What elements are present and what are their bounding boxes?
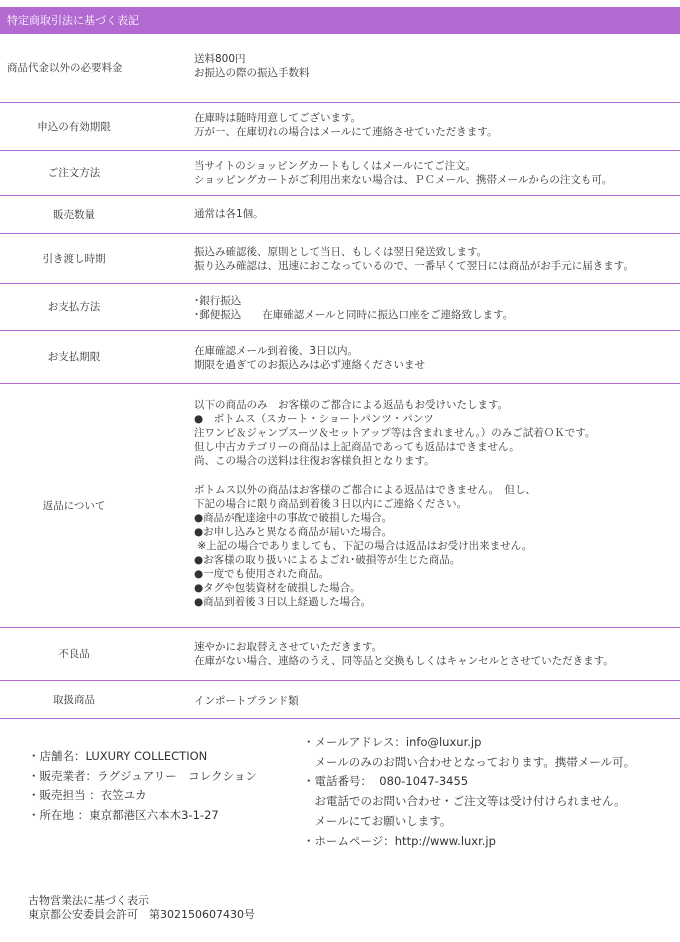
phone-note: お電話でのお問い合わせ・ご注文等は受け付けられません。 [303,794,626,809]
row-value [194,245,676,273]
phone-note-2: メールにてお願いします。 [303,813,452,828]
row-value-line: ※上記の場合でありましても、下記の場合は返品はお受け出来ません。 [194,540,533,552]
row-value-line: 下記の場合に限り商品到着後３日以内にご連絡ください。 [194,498,467,510]
row-value [194,398,676,609]
row-value [194,111,676,139]
row-value-line: ･銀行振込 [194,295,242,307]
shop-info-left [28,747,257,825]
row-value [194,294,676,322]
row-value-line: 在庫がない場合、連絡のうえ、同等品と交換もしくはキャンセルとさせていただきます。 [194,655,614,667]
shop-info-right [303,733,635,851]
row-value-line: 但し中古カテゴリーの商品は上記商品であっても返品はできません。 [194,441,520,453]
row-value-line: ●お客様の取り扱いによるよごれ･破損等が生じた商品。 [194,554,461,566]
row-value-line: 在庫確認メール到着後、3日以内。 [194,345,358,357]
row-value-line: ボトムス以外の商品はお客様のご都合による返品はできません。 但し、 [194,484,536,496]
row-value-line: 尚、この場合の送料は往復お客様負担となります。 [194,455,435,467]
row-value-line: お振込の際の振込手数料 [194,67,310,79]
address: ・所在地 ：東京都港区六本木3-1-27 [28,807,219,822]
row-value-line: 通常は各1個。 [194,208,264,220]
license-number: 東京都公安委員会許可 第302150607430号 [28,908,255,921]
row-value [194,159,676,187]
email-address: ・メールアドレス：info@luxur.jp [303,735,482,749]
row-sales-quantity [0,196,680,234]
row-value-line: ●お申し込みと異なる商品が届いた場合。 [194,526,393,538]
phone-number: ・電話番号： 080-1047-3455 [303,774,469,789]
row-value-line: 送料800円 [194,53,246,65]
row-value-line: ●タグや包装資材を破損した場合。 [194,582,361,594]
row-payment-method [0,284,680,331]
row-value-line: 速やかにお取替えさせていただきます。 [194,641,383,653]
row-label: 不良品 [58,648,90,660]
row-value-line: ●商品到着後３日以上経過した場合。 [194,596,372,608]
row-value-line: ショッピングカートがご利用出来ない場合は、ＰＣメール、携帯メールからの注文も可。 [194,174,613,186]
row-value-line: 注ワンピ＆ジャンプスーツ＆セットアップ等は含まれません。）のみご試着ＯＫです。 [194,427,596,439]
row-label: お支払期限 [47,351,101,363]
row-label: 申込の有効期限 [37,120,111,133]
row-value-line: ● ボトムス（スカート・ショートパンツ・パンツ [194,413,434,425]
row-extra-fees [0,34,680,103]
footer-title: 古物営業法に基づく表示 [28,894,149,907]
row-application-validity [0,103,680,151]
sales-manager: ・販売担当 ：衣笠ユカ [28,788,147,802]
row-value-line: 当サイトのショッピングカートもしくはメールにてご注文。 [194,160,477,172]
row-label: 引き渡し時期 [42,252,106,265]
row-payment-deadline [0,331,680,384]
row-value-line: ●一度でも使用された商品。 [194,568,330,580]
row-order-method [0,151,680,196]
row-value [194,694,676,708]
row-value [194,640,676,668]
row-value-line [194,468,676,483]
row-value-line: 振込み確認後、原則として当日、もしくは翌日発送致します。 [194,246,488,258]
row-value-line: 振り込み確認は、迅速におこなっているので、一番早くて翌日には商品がお手元に届きます。 [194,260,634,272]
row-value-line: ･郵便振込 在庫確認メールと同時に振込口座をご連絡致します。 [194,309,514,321]
row-value-line: 在庫時は随時用意してございます。 [194,112,362,124]
row-label: 商品代金以外の必要料金 [7,62,123,74]
row-value-line: ●商品が配達途中の事故で破損した場合。 [194,512,393,524]
row-value-line: 期限を過ぎてのお振込みは必ず連絡くださいませ [194,359,425,371]
row-value-line: インポートブランド類 [194,695,299,707]
seller: ・販売業者：ラグジュアリー コレクション [28,768,257,783]
row-label: 販売数量 [53,208,95,221]
row-delivery-time [0,234,680,284]
row-label: 返品について [42,499,106,512]
row-products-handled [0,681,680,719]
row-defective-items [0,628,680,681]
row-value-line: 以下の商品のみ お客様のご都合による返品もお受けいたします。 [194,399,509,411]
row-value [194,52,676,80]
row-label: 取扱商品 [53,693,95,706]
shop-name: ・店舗名：LUXURY COLLECTION [28,749,208,763]
row-label: お支払方法 [47,301,101,313]
antique-dealer-notice [28,894,255,922]
page-title: 特定商取引法に基づく表記 [0,7,680,34]
row-value [194,207,676,221]
row-value-line: 万が一、在庫切れの場合はメールにて連絡させていただきます。 [194,126,498,138]
row-label: ご注文方法 [47,167,101,179]
homepage: ・ホームページ：http://www.luxr.jp [303,833,496,848]
row-value [194,344,676,372]
row-returns-policy [0,384,680,628]
email-note: メールのみのお問い合わせとなっております。携帯メール可。 [303,754,636,769]
